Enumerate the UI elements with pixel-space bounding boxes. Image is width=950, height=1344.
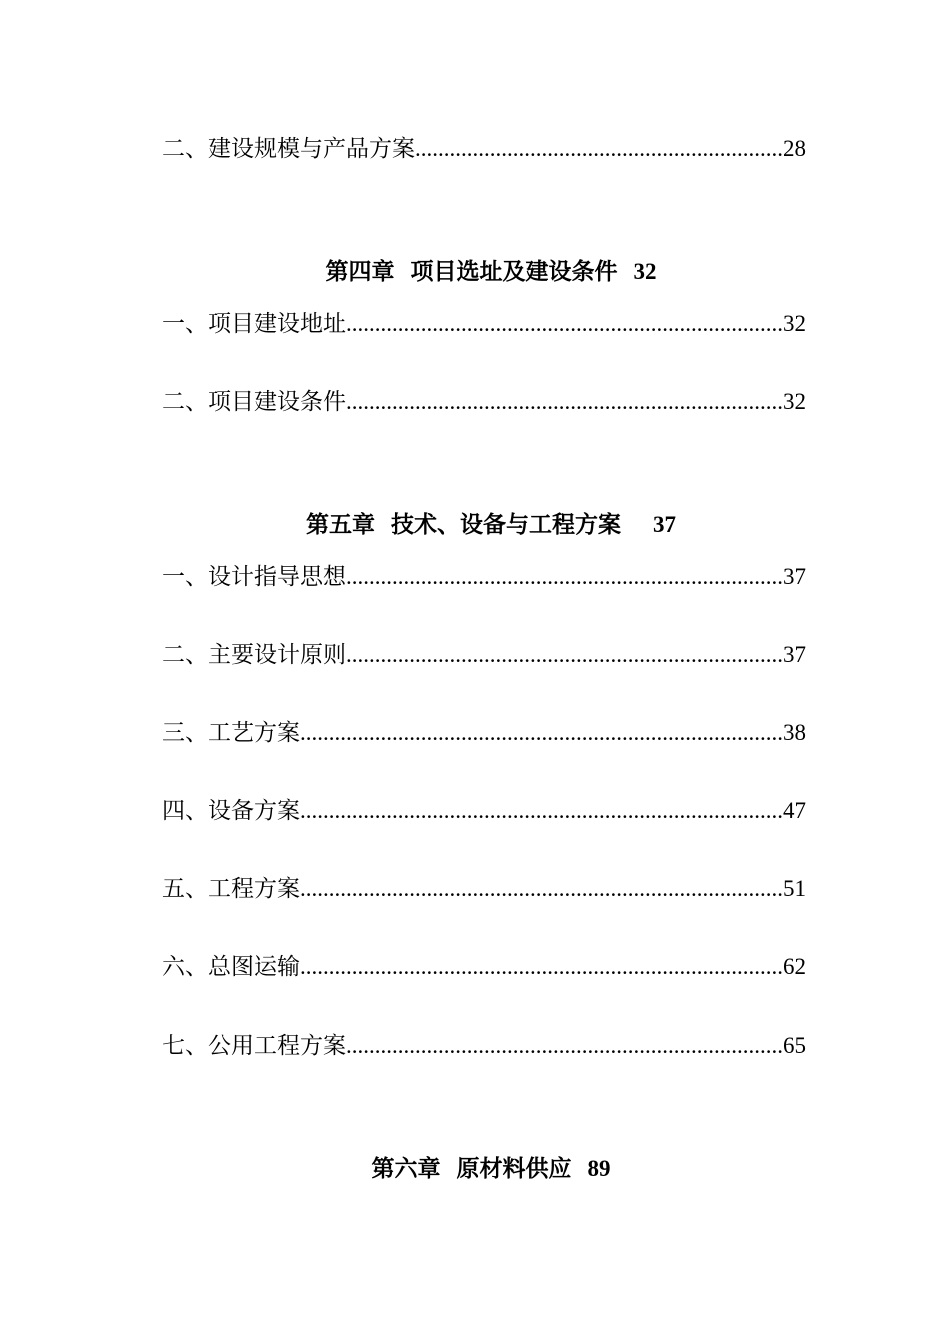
chapter-page-number: 32 — [633, 259, 657, 284]
toc-chapter-4-heading[interactable] — [0, 218, 950, 285]
toc-page-number: 51 — [783, 876, 806, 901]
toc-entry-label: 二、建设规模与产品方案 — [162, 136, 415, 162]
toc-entry-site-transport[interactable] — [162, 950, 806, 984]
chapter-page-number: 89 — [587, 1156, 611, 1181]
chapter-title: 第四章 项目选址及建设条件 — [325, 258, 634, 285]
toc-entry-label: 三、工艺方案 — [162, 720, 300, 746]
toc-entry-scale-and-products[interactable] — [162, 132, 806, 166]
dot-leader — [346, 560, 783, 594]
toc-page-number: 32 — [783, 389, 806, 414]
chapter-title: 第六章 原材料供应 — [371, 1155, 588, 1182]
toc-entry-utilities-plan[interactable] — [162, 1029, 806, 1063]
dot-leader — [346, 638, 783, 672]
toc-entry-site-address[interactable] — [162, 307, 806, 341]
toc-entry-label: 五、工程方案 — [162, 876, 300, 902]
dot-leader — [346, 307, 783, 341]
chapter-title: 第五章 技术、设备与工程方案 — [305, 511, 654, 538]
toc-entry-label: 六、总图运输 — [162, 954, 300, 980]
toc-page-number: 65 — [783, 1033, 806, 1058]
toc-entry-site-conditions[interactable] — [162, 385, 806, 419]
toc-chapter-6-heading[interactable] — [0, 1115, 950, 1182]
dot-leader — [346, 385, 783, 419]
toc-page-number: 38 — [783, 720, 806, 745]
toc-entry-process-plan[interactable] — [162, 716, 806, 750]
toc-entry-label: 七、公用工程方案 — [162, 1033, 346, 1059]
dot-leader — [300, 872, 783, 906]
toc-entry-design-philosophy[interactable] — [162, 560, 806, 594]
toc-entry-engineering-plan[interactable] — [162, 872, 806, 906]
dot-leader — [346, 1029, 783, 1063]
toc-page-number: 28 — [783, 136, 806, 161]
dot-leader — [415, 132, 783, 166]
toc-page-number: 47 — [783, 798, 806, 823]
dot-leader — [300, 794, 783, 828]
toc-entry-equipment-plan[interactable] — [162, 794, 806, 828]
toc-page-number: 37 — [783, 642, 806, 667]
dot-leader — [300, 950, 783, 984]
toc-chapter-5-heading[interactable] — [0, 471, 950, 538]
toc-page-number: 37 — [783, 564, 806, 589]
toc-page-number: 62 — [783, 954, 806, 979]
toc-page-number: 32 — [783, 311, 806, 336]
chapter-page-number: 37 — [653, 512, 677, 537]
dot-leader — [300, 716, 783, 750]
toc-entry-label: 二、项目建设条件 — [162, 389, 346, 415]
toc-entry-label: 四、设备方案 — [162, 798, 300, 824]
toc-entry-label: 二、主要设计原则 — [162, 642, 346, 668]
toc-entry-design-principles[interactable] — [162, 638, 806, 672]
toc-entry-label: 一、项目建设地址 — [162, 311, 346, 337]
toc-entry-label: 一、设计指导思想 — [162, 564, 346, 590]
